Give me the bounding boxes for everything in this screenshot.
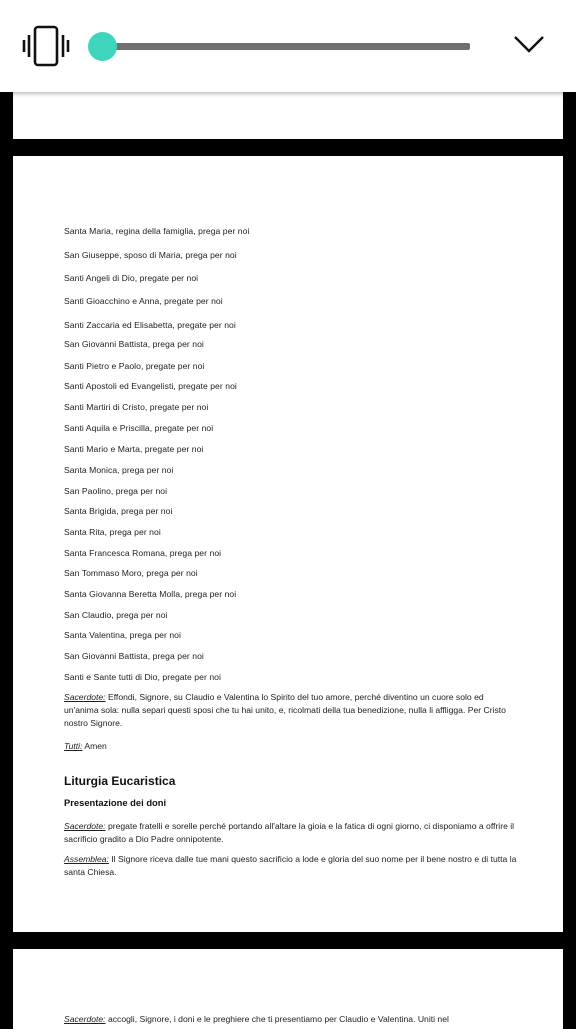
next-page-paragraph: [64, 1013, 519, 1026]
litany-line: Santi Martiri di Cristo, pregate per noi: [64, 402, 209, 412]
blessing-paragraph: [64, 691, 519, 730]
litany-line: Santi Gioacchino e Anna, pregate per noi: [64, 296, 223, 306]
page-slider-thumb[interactable]: [88, 32, 117, 61]
litany-line: Santa Brigida, prega per noi: [64, 506, 173, 516]
litany-line: Santi Pietro e Paolo, pregate per noi: [64, 361, 205, 371]
role-label: Sacerdote:: [64, 692, 106, 702]
role-label: Sacerdote:: [64, 1014, 106, 1024]
litany-line: Santi Angeli di Dio, pregate per noi: [64, 273, 199, 283]
document-page-next: [13, 949, 563, 1029]
reader-toolbar: [0, 0, 576, 92]
next-page-text: accogli, Signore, i doni e le preghiere che ti presentiamo per Claudio e Valentina. Uniti nel: [105, 1014, 449, 1024]
litany-line: Santa Valentina, prega per noi: [64, 630, 181, 640]
litany-line: Santi Zaccaria ed Elisabetta, pregate per noi: [64, 320, 236, 330]
chevron-down-icon[interactable]: [512, 32, 546, 56]
document-page-current: [13, 156, 563, 932]
litany-line: San Paolino, prega per noi: [64, 486, 168, 496]
section-title: Liturgia Eucaristica: [64, 774, 176, 788]
amen-paragraph: [64, 740, 519, 753]
litany-line: Santa Maria, regina della famiglia, prega per noi: [64, 226, 250, 236]
litany-line: San Giovanni Battista, prega per noi: [64, 339, 204, 349]
phone-vibrate-icon[interactable]: [22, 24, 70, 68]
subsection-title: Presentazione dei doni: [64, 797, 167, 808]
offertory-text: pregate fratelli e sorelle perché portando all'altare la gioia e la fatica di ogni giorno, ci disponiamo a offrire il sacrificio gradito a Dio Padre onnipotente.: [64, 821, 515, 844]
litany-line: Santi Aquila e Priscilla, pregate per noi: [64, 423, 214, 433]
litany-line: Santi Mario e Marta, pregate per noi: [64, 444, 204, 454]
litany-line: San Giovanni Battista, prega per noi: [64, 651, 204, 661]
role-label: Tutti:: [64, 741, 83, 751]
litany-line: Santi Apostoli ed Evangelisti, pregate per noi: [64, 381, 237, 391]
offertory-paragraph: [64, 820, 519, 846]
litany-line: San Claudio, prega per noi: [64, 610, 168, 620]
litany-line: Santa Francesca Romana, prega per noi: [64, 548, 222, 558]
litany-line: Santi e Sante tutti di Dio, pregate per noi: [64, 672, 221, 682]
litany-line: Santa Monica, prega per noi: [64, 465, 174, 475]
role-label: Sacerdote:: [64, 821, 106, 831]
litany-line: Santa Rita, prega per noi: [64, 527, 161, 537]
page-slider-track[interactable]: [102, 43, 470, 50]
role-label: Assemblea:: [64, 854, 109, 864]
blessing-text: Effondi, Signore, su Claudio e Valentina lo Spirito del tuo amore, perché diventino un cuore solo ed un'anima sola: nulla separi questi sposi che tu hai unito, e, ricolmati della tua benedizione, nulla li affligga. Per Cristo nostro Signore.: [64, 692, 506, 728]
document-page-previous: [13, 92, 563, 139]
amen-text: Amen: [82, 741, 107, 751]
litany-line: San Giuseppe, sposo di Maria, prega per noi: [64, 250, 237, 260]
litany-line: Santa Giovanna Beretta Molla, prega per noi: [64, 589, 237, 599]
litany-line: San Tommaso Moro, prega per noi: [64, 568, 198, 578]
assembly-text: Il Signore riceva dalle tue mani questo sacrificio a lode e gloria del suo nome per il bene nostro e di tutta la santa Chiesa.: [64, 854, 517, 877]
assembly-paragraph: [64, 853, 519, 879]
